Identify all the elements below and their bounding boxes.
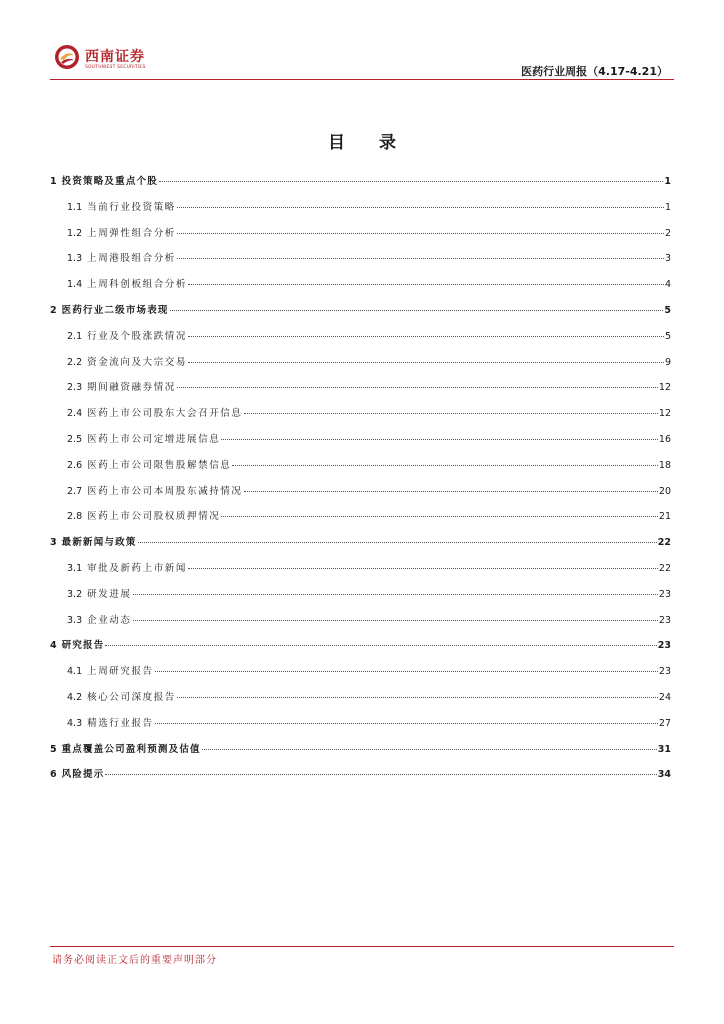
toc-entry-title: 投资策略及重点个股 bbox=[61, 176, 158, 187]
toc-entry-number: 4 bbox=[50, 640, 57, 652]
toc-entry-page-number: 5 bbox=[664, 330, 671, 342]
toc-entry-title: 企业动态 bbox=[87, 614, 132, 626]
toc-section-entry[interactable] bbox=[50, 508, 671, 522]
toc-entry-number: 1.3 bbox=[67, 253, 83, 265]
toc-entry-title: 风险提示 bbox=[61, 769, 105, 781]
toc-entry-number: 5 bbox=[50, 743, 57, 755]
toc-dot-leader bbox=[188, 284, 664, 285]
toc-entry-title: 医药行业二级市场表现 bbox=[61, 305, 169, 316]
toc-entry-number: 3 bbox=[50, 537, 57, 549]
toc-section-entry[interactable] bbox=[50, 276, 671, 290]
toc-entry-title: 医药上市公司本周股东减持情况 bbox=[87, 485, 243, 497]
toc-dot-leader bbox=[155, 723, 658, 724]
toc-entry-title: 行业及个股涨跌情况 bbox=[87, 330, 188, 342]
toc-entry-title: 上周港股组合分析 bbox=[87, 253, 176, 265]
toc-dot-leader bbox=[170, 310, 664, 311]
toc-entry-number: 2 bbox=[50, 305, 57, 316]
toc-entry-number: 2.8 bbox=[67, 511, 83, 523]
toc-entry-page-number: 24 bbox=[658, 692, 671, 703]
toc-dot-leader bbox=[188, 362, 664, 363]
toc-section-entry[interactable] bbox=[50, 612, 671, 626]
toc-entry-number: 4.2 bbox=[67, 692, 83, 703]
toc-entry-page-number: 31 bbox=[657, 743, 671, 755]
toc-chapter-entry[interactable] bbox=[50, 741, 671, 755]
toc-entry-number: 3.3 bbox=[67, 614, 83, 626]
toc-entry-title: 重点覆盖公司盈利预测及估值 bbox=[61, 743, 201, 755]
company-logo bbox=[54, 44, 164, 74]
toc-entry-page-number: 22 bbox=[657, 537, 671, 549]
toc-entry-page-number: 20 bbox=[658, 485, 671, 497]
toc-heading: 目 录 bbox=[328, 133, 410, 153]
toc-chapter-entry[interactable] bbox=[50, 534, 671, 548]
toc-dot-leader bbox=[244, 413, 658, 414]
toc-section-entry[interactable] bbox=[50, 354, 671, 368]
toc-entry-page-number: 34 bbox=[657, 769, 671, 781]
toc-section-entry[interactable] bbox=[50, 250, 671, 264]
logo-chinese-name: 西南证券 bbox=[85, 49, 145, 65]
toc-dot-leader bbox=[177, 258, 664, 259]
toc-entry-number: 4.3 bbox=[67, 717, 83, 729]
toc-dot-leader bbox=[133, 594, 658, 595]
toc-section-entry[interactable] bbox=[50, 586, 671, 600]
toc-dot-leader bbox=[177, 233, 664, 234]
logo-english-name: SOUTHWEST SECURITIES bbox=[85, 65, 146, 70]
toc-section-entry[interactable] bbox=[50, 457, 671, 471]
toc-section-entry[interactable] bbox=[50, 431, 671, 445]
toc-chapter-entry[interactable] bbox=[50, 637, 671, 651]
footer-disclaimer: 请务必阅读正文后的重要声明部分 bbox=[52, 955, 217, 966]
toc-entry-page-number: 9 bbox=[664, 356, 671, 368]
toc-entry-title: 上周弹性组合分析 bbox=[87, 227, 176, 239]
toc-entry-page-number: 2 bbox=[664, 227, 671, 239]
toc-entry-title: 最新新闻与政策 bbox=[61, 537, 137, 549]
toc-entry-title: 医药上市公司限售股解禁信息 bbox=[87, 459, 232, 471]
toc-chapter-entry[interactable] bbox=[50, 766, 671, 780]
toc-entry-number: 2.6 bbox=[67, 459, 83, 471]
toc-dot-leader bbox=[177, 387, 658, 388]
toc-section-entry[interactable] bbox=[50, 199, 671, 213]
header-divider bbox=[50, 79, 674, 80]
toc-dot-leader bbox=[133, 620, 658, 621]
logo-emblem-icon bbox=[54, 44, 80, 70]
toc-section-entry[interactable] bbox=[50, 225, 671, 239]
toc-entry-page-number: 23 bbox=[658, 666, 671, 678]
toc-entry-page-number: 1 bbox=[664, 201, 671, 213]
toc-dot-leader bbox=[105, 645, 656, 646]
toc-entry-title: 资金流向及大宗交易 bbox=[87, 356, 188, 368]
toc-entry-page-number: 3 bbox=[664, 253, 671, 265]
toc-entry-number: 4.1 bbox=[67, 666, 83, 678]
toc-dot-leader bbox=[202, 749, 657, 750]
toc-entry-page-number: 22 bbox=[658, 563, 671, 574]
toc-entry-title: 研究报告 bbox=[61, 640, 105, 652]
toc-entry-number: 1.1 bbox=[67, 201, 83, 213]
toc-dot-leader bbox=[221, 439, 658, 440]
toc-entry-number: 3.1 bbox=[67, 563, 83, 574]
toc-dot-leader bbox=[188, 336, 664, 337]
toc-section-entry[interactable] bbox=[50, 689, 671, 703]
toc-dot-leader bbox=[188, 568, 658, 569]
toc-entry-title: 医药上市公司股权质押情况 bbox=[87, 511, 221, 523]
toc-entry-page-number: 18 bbox=[658, 459, 671, 471]
toc-section-entry[interactable] bbox=[50, 483, 671, 497]
toc-entry-page-number: 1 bbox=[664, 176, 671, 187]
toc-dot-leader bbox=[159, 181, 663, 182]
toc-dot-leader bbox=[232, 465, 657, 466]
toc-entry-title: 当前行业投资策略 bbox=[87, 201, 176, 213]
toc-entry-title: 审批及新药上市新闻 bbox=[87, 563, 188, 574]
toc-entry-number: 2.3 bbox=[67, 382, 83, 394]
toc-entry-number: 2.7 bbox=[67, 485, 83, 497]
toc-dot-leader bbox=[105, 774, 656, 775]
toc-entry-number: 2.5 bbox=[67, 434, 83, 445]
toc-chapter-entry[interactable] bbox=[50, 302, 671, 316]
toc-entry-number: 1.4 bbox=[67, 279, 83, 291]
toc-entry-page-number: 12 bbox=[658, 408, 671, 420]
toc-dot-leader bbox=[138, 542, 657, 543]
toc-dot-leader bbox=[177, 207, 664, 208]
toc-section-entry[interactable] bbox=[50, 715, 671, 729]
toc-entry-number: 2.1 bbox=[67, 330, 83, 342]
toc-dot-leader bbox=[221, 516, 658, 517]
toc-entry-page-number: 23 bbox=[658, 588, 671, 600]
toc-section-entry[interactable] bbox=[50, 663, 671, 677]
toc-dot-leader bbox=[177, 697, 658, 698]
toc-entry-title: 医药上市公司股东大会召开信息 bbox=[87, 408, 243, 420]
footer-divider bbox=[50, 946, 674, 947]
toc-dot-leader bbox=[244, 491, 658, 492]
toc-section-entry[interactable] bbox=[50, 379, 671, 393]
toc-entry-title: 医药上市公司定增进展信息 bbox=[87, 434, 221, 445]
toc-section-entry[interactable] bbox=[50, 328, 671, 342]
toc-entry-page-number: 5 bbox=[664, 305, 671, 316]
toc-entry-page-number: 12 bbox=[658, 382, 671, 394]
report-title: 医药行业周报（4.17-4.21） bbox=[521, 65, 668, 78]
toc-entry-number: 1 bbox=[50, 176, 57, 187]
toc-entry-page-number: 21 bbox=[658, 511, 671, 523]
toc-entry-page-number: 16 bbox=[658, 434, 671, 445]
toc-entry-number: 2.2 bbox=[67, 356, 83, 368]
toc-entry-page-number: 27 bbox=[658, 717, 671, 729]
toc-entry-number: 1.2 bbox=[67, 227, 83, 239]
toc-entry-title: 上周研究报告 bbox=[87, 666, 154, 678]
toc-dot-leader bbox=[155, 671, 658, 672]
toc-entry-page-number: 23 bbox=[658, 614, 671, 626]
toc-entry-number: 3.2 bbox=[67, 588, 83, 600]
toc-entry-title: 核心公司深度报告 bbox=[87, 692, 176, 703]
toc-chapter-entry[interactable] bbox=[50, 173, 671, 187]
toc-entry-title: 研发进展 bbox=[87, 588, 132, 600]
toc-entry-title: 期间融资融券情况 bbox=[87, 382, 176, 394]
toc-entry-page-number: 4 bbox=[664, 279, 671, 291]
toc-entry-title: 上周科创板组合分析 bbox=[87, 279, 188, 291]
toc-section-entry[interactable] bbox=[50, 405, 671, 419]
toc-entry-title: 精选行业报告 bbox=[87, 717, 154, 729]
toc-section-entry[interactable] bbox=[50, 560, 671, 574]
toc-entry-page-number: 23 bbox=[657, 640, 671, 652]
toc-entry-number: 6 bbox=[50, 769, 57, 781]
toc-entry-number: 2.4 bbox=[67, 408, 83, 420]
